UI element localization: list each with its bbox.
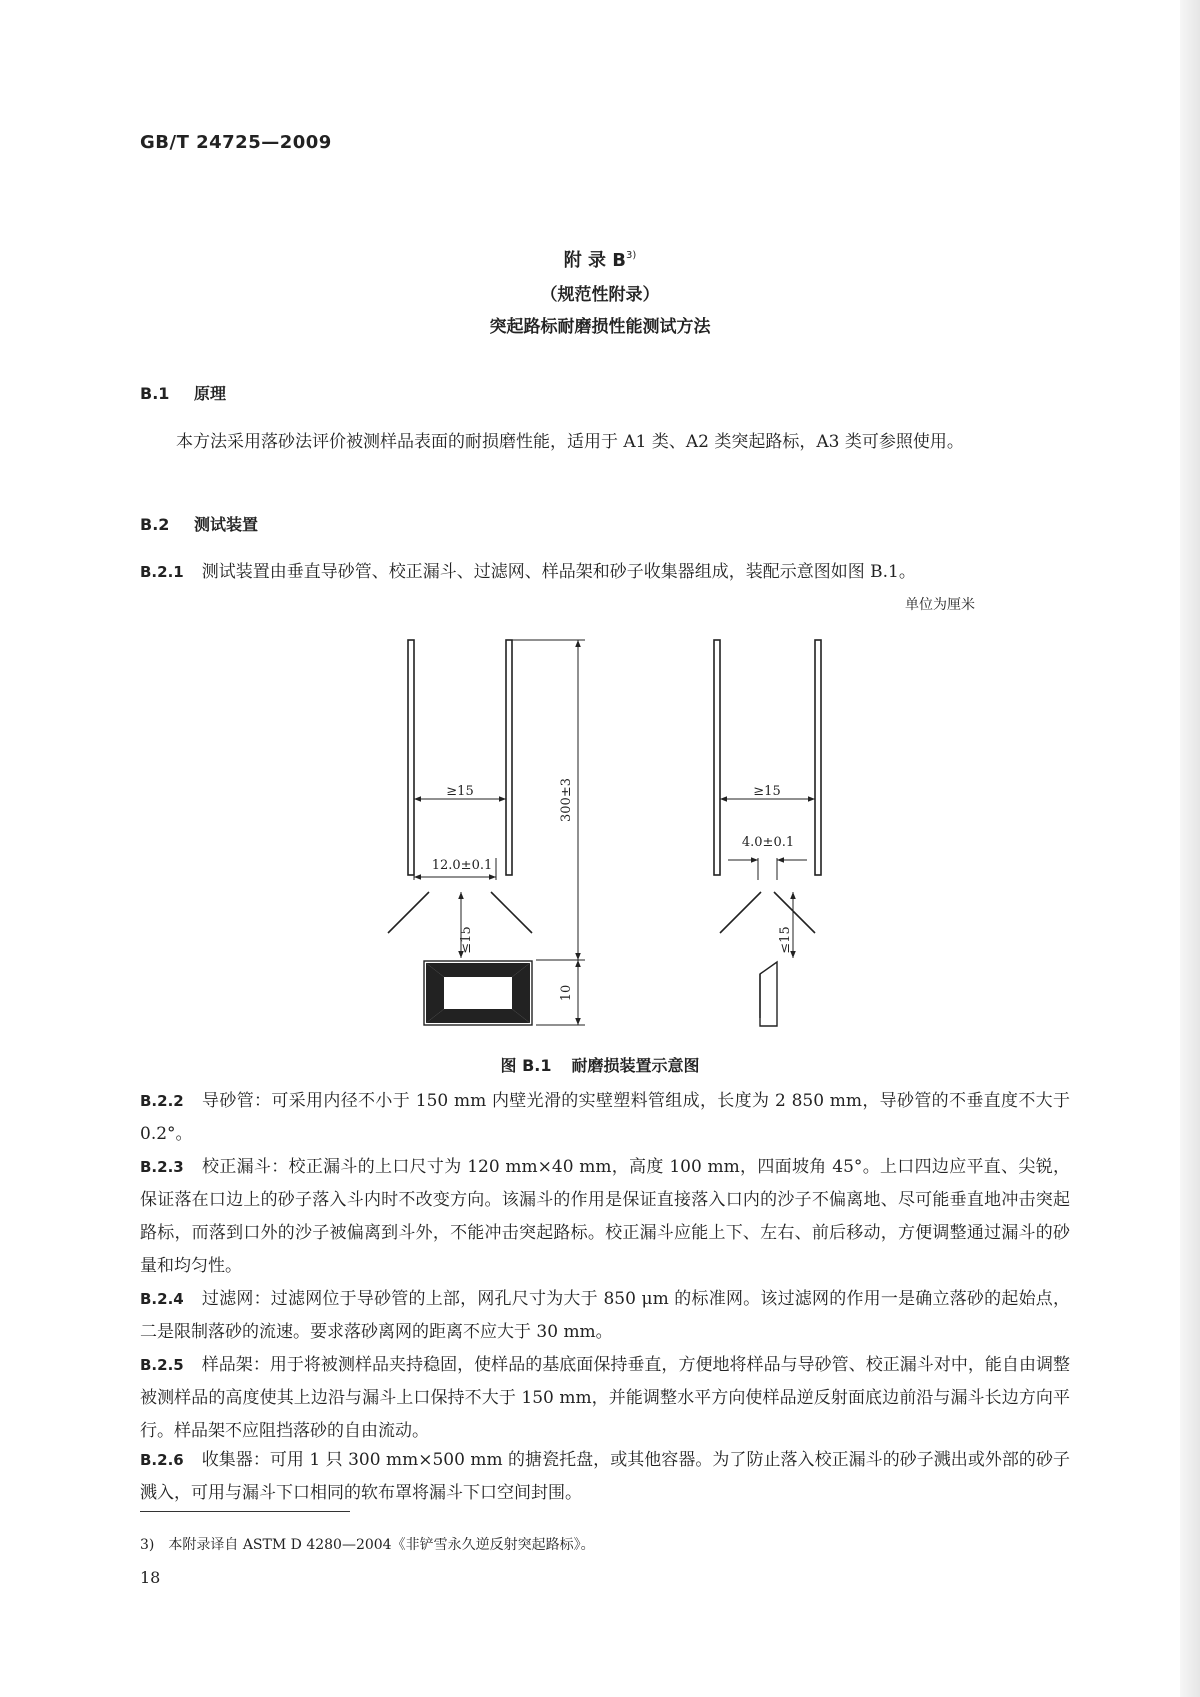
annex-footnote-mark: 3) bbox=[626, 250, 637, 261]
clause-b-2-3 bbox=[140, 1151, 1070, 1283]
footnote: 3) 本附录译自 ASTM D 4280—2004《非铲雪永久逆反射突起路标》。 bbox=[140, 1537, 595, 1553]
left-tube-wall bbox=[506, 640, 512, 875]
right-tube-wall bbox=[815, 640, 821, 875]
clause-number: B.2.2 bbox=[140, 1092, 184, 1110]
clause-number: B.2.6 bbox=[140, 1451, 184, 1469]
clause-b-2-1 bbox=[140, 556, 1070, 589]
clause-text: 导砂管：可采用内径不小于 150 mm 内壁光滑的实壁塑料管组成，长度为 2 850 mm，导砂管的不垂直度不大于 0.2°。 bbox=[140, 1091, 1070, 1144]
page-number: 18 bbox=[140, 1568, 161, 1587]
section-title: 原理 bbox=[194, 384, 227, 403]
left-tube-wall bbox=[408, 640, 414, 875]
annex-heading bbox=[0, 246, 1200, 272]
section-number: B.2 bbox=[140, 515, 170, 534]
abrasion-apparatus-diagram bbox=[0, 620, 1200, 1040]
clause-b-2-4 bbox=[140, 1283, 1070, 1349]
clause-number: B.2.4 bbox=[140, 1290, 184, 1308]
right-tube-wall bbox=[714, 640, 720, 875]
annex-label: 附 录 B bbox=[563, 250, 626, 271]
right-funnel-wall bbox=[720, 892, 761, 933]
right-gap-label: ≤15 bbox=[778, 926, 793, 954]
left-funnel-wall bbox=[388, 892, 429, 933]
clause-number: B.2.5 bbox=[140, 1356, 184, 1374]
clause-b-2-2 bbox=[140, 1085, 1070, 1151]
clause-b-2-5 bbox=[140, 1349, 1070, 1448]
figure-number: 图 B.1 bbox=[500, 1056, 552, 1075]
footnote-divider bbox=[140, 1511, 350, 1512]
figure-title: 耐磨损装置示意图 bbox=[571, 1056, 700, 1075]
standard-number: GB/T 24725—2009 bbox=[140, 132, 332, 153]
annex-title: 突起路标耐磨损性能测试方法 bbox=[489, 317, 711, 337]
figure-caption bbox=[0, 1053, 1200, 1076]
right-width-label: ≥15 bbox=[753, 784, 781, 799]
paragraph-b1: 本方法采用落砂法评价被测样品表面的耐损磨性能，适用于 A1 类、A2 类突起路标，A3 类可参照使用。 bbox=[176, 432, 964, 452]
clause-text: 校正漏斗：校正漏斗的上口尺寸为 120 mm×40 mm，高度 100 mm，四面坡角 45°。上口四边应平直、尖锐，保证落在口边上的砂子落入斗内时不改变方向。该漏斗的作用是保证直接落入口内的沙子不偏离地、尽可能垂直地冲击突起路标，而落到口外的沙子被偏离到斗外，不能冲击突起路标。校正漏斗应能上下、左右、前后移动，方便调整通过漏斗的砂量和均匀性。 bbox=[140, 1157, 1070, 1276]
clause-text: 测试装置由垂直导砂管、校正漏斗、过滤网、样品架和砂子收集器组成，装配示意图如图 B.1。 bbox=[201, 562, 916, 582]
right-opening-label: 4.0±0.1 bbox=[741, 835, 795, 850]
section-number: B.1 bbox=[140, 384, 170, 403]
right-sample-side-view bbox=[760, 962, 777, 1026]
left-base-label: 10 bbox=[559, 984, 574, 1002]
clause-b-2-6 bbox=[140, 1444, 1070, 1510]
clause-number: B.2.3 bbox=[140, 1158, 184, 1176]
clause-number: B.2.1 bbox=[140, 563, 184, 581]
left-opening-label: 12.0±0.1 bbox=[431, 858, 493, 873]
left-gap-label: ≤15 bbox=[459, 926, 474, 954]
section-heading-b2 bbox=[140, 512, 258, 535]
section-heading-b1 bbox=[140, 381, 226, 404]
clause-text: 收集器：可用 1 只 300 mm×500 mm 的搪瓷托盘，或其他容器。为了防止落入校正漏斗的砂子溅出或外部的砂子溅入，可用与漏斗下口相同的软布罩将漏斗下口空间封围。 bbox=[140, 1450, 1070, 1503]
left-height-label: 300±3 bbox=[559, 778, 574, 822]
unit-note: 单位为厘米 bbox=[905, 597, 975, 613]
left-width-label: ≥15 bbox=[446, 784, 474, 799]
annex-type: （规范性附录） bbox=[540, 285, 660, 305]
section-title: 测试装置 bbox=[194, 515, 259, 534]
left-funnel-wall bbox=[491, 892, 532, 933]
clause-text: 样品架：用于将被测样品夹持稳固，使样品的基底面保持垂直，方便地将样品与导砂管、校正漏斗对中，能自由调整被测样品的高度使其上边沿与漏斗上口保持不大于 150 mm，并能调整水平方向使样品逆反射面底边前沿与漏斗长边方向平行。样品架不应阻挡落砂的自由流动。 bbox=[140, 1355, 1070, 1441]
clause-text: 过滤网：过滤网位于导砂管的上部，网孔尺寸为大于 850 μm 的标准网。该过滤网的作用一是确立落砂的起始点，二是限制落砂的流速。要求落砂离网的距离不应大于 30 mm。 bbox=[140, 1289, 1070, 1342]
